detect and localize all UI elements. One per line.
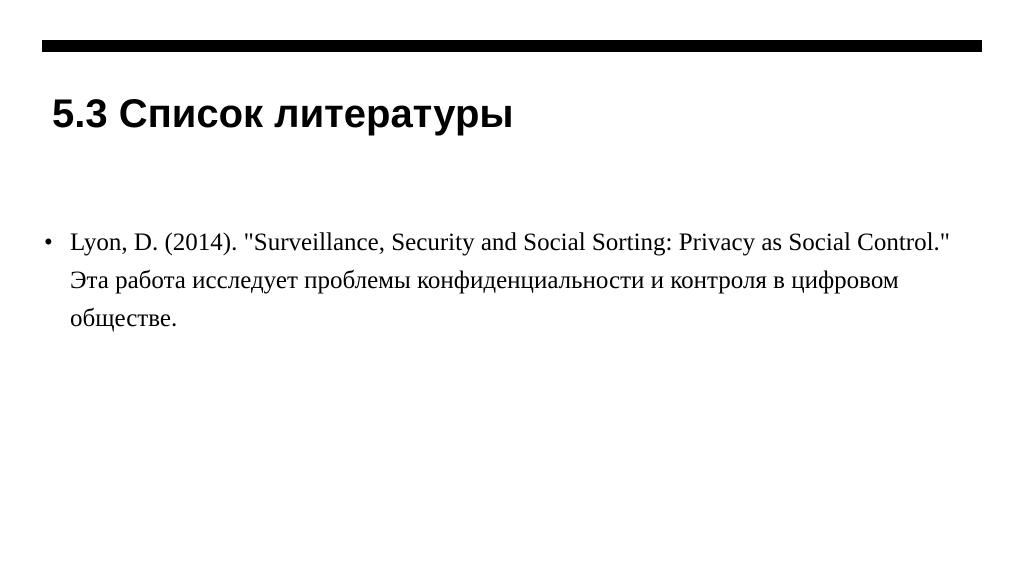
reference-list — [44, 224, 974, 338]
slide-title: 5.3 Список литературы — [52, 92, 514, 136]
bullet-icon: • — [44, 229, 53, 256]
reference-text: Lyon, D. (2014). "Surveillance, Security and Social Sorting: Privacy as Social Control." Эта работа исследует проблемы конфиденциальности и контроля в цифровом обществе. — [70, 229, 950, 332]
top-divider-bar — [42, 40, 982, 52]
list-item — [44, 224, 974, 338]
